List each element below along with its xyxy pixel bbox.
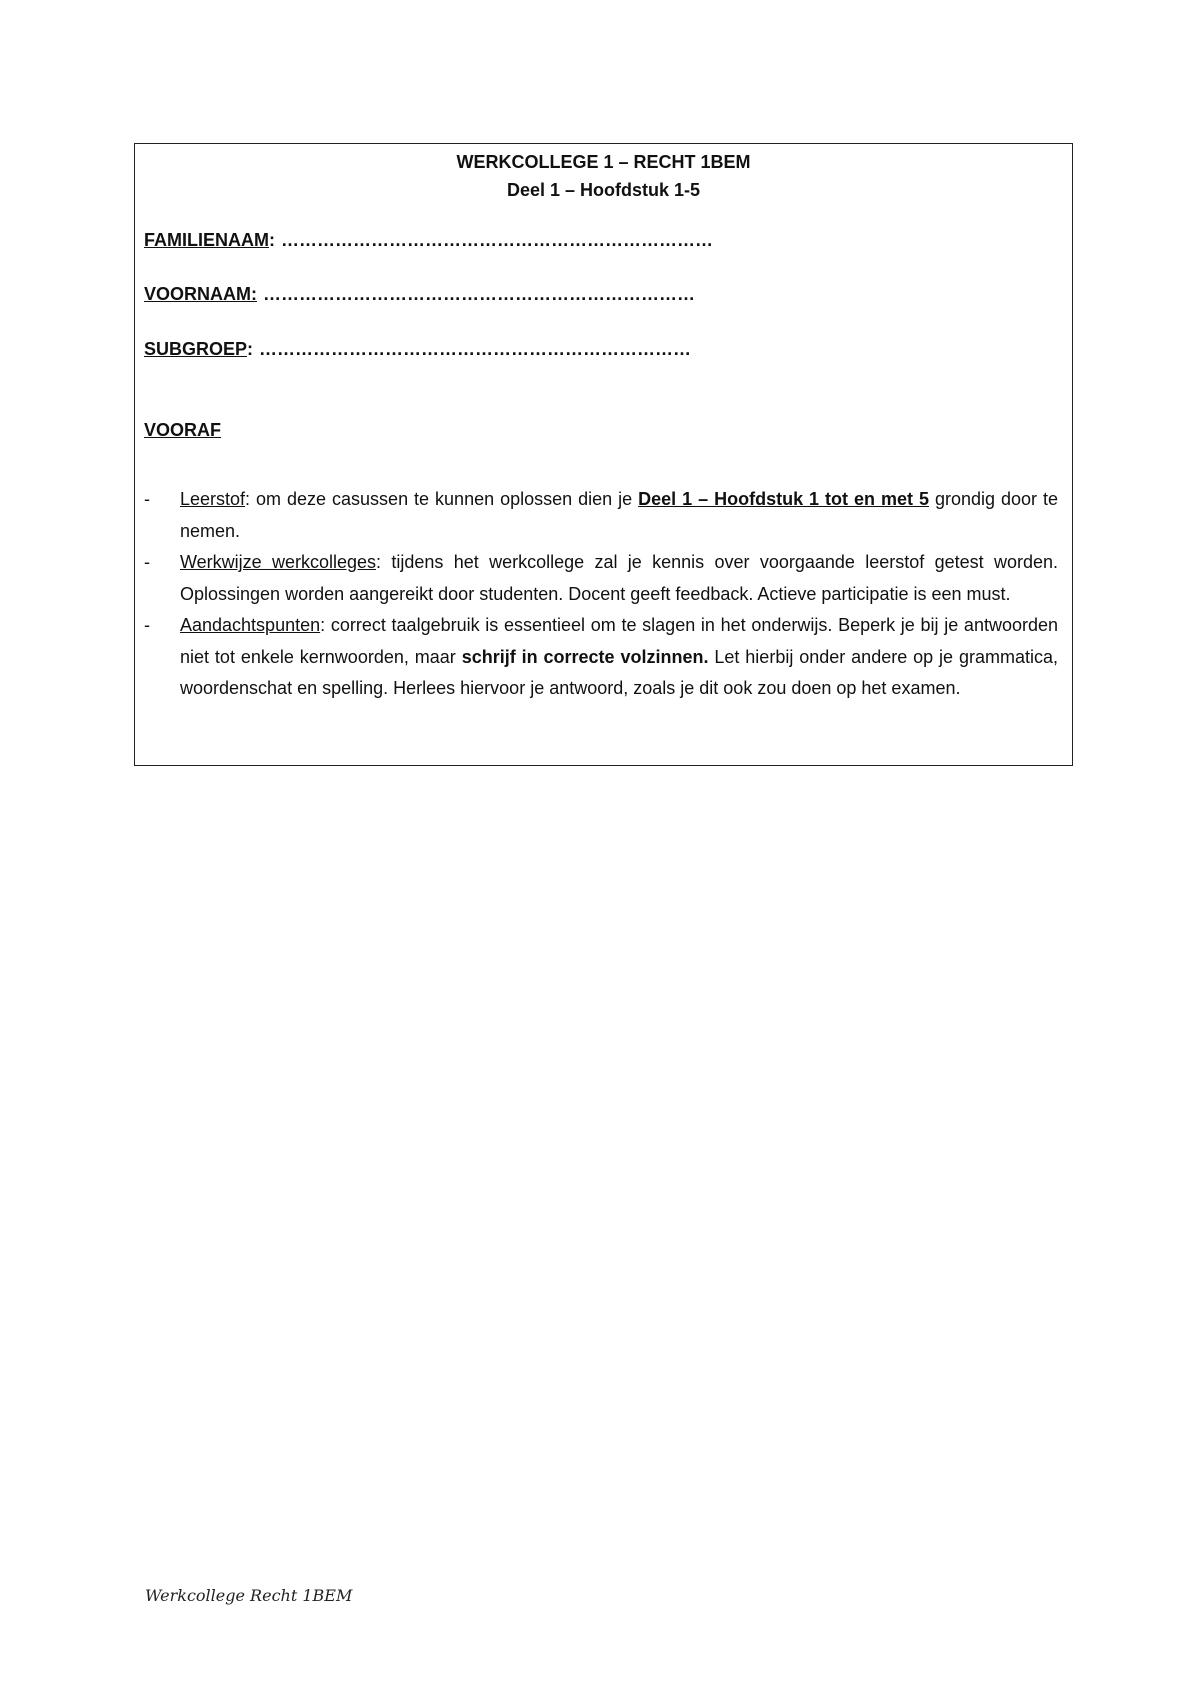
- item-colon: :: [376, 552, 382, 572]
- item-lead: Leerstof: [180, 489, 246, 509]
- familienaam-dots: ………………………………………………………………: [281, 230, 713, 250]
- subgroep-label: SUBGROEP: [144, 339, 248, 359]
- vooraf-list: [144, 484, 1058, 705]
- list-item: [144, 547, 1058, 610]
- item-lead: Werkwijze werkcolleges: [180, 552, 377, 572]
- vooraf-heading: VOORAF: [144, 420, 222, 440]
- voornaam-label: VOORNAAM:: [144, 284, 257, 304]
- document-subtitle: Deel 1 – Hoofdstuk 1-5: [506, 180, 701, 200]
- bullet-dash: -: [144, 489, 150, 509]
- item-text: grondig door te nemen.: [180, 489, 1059, 541]
- page-footer: Werkcollege Recht 1BEM: [145, 1586, 353, 1605]
- document-title: WERKCOLLEGE 1 – RECHT 1BEM: [456, 152, 751, 172]
- subgroep-colon: :: [247, 339, 254, 359]
- list-item: [144, 610, 1058, 705]
- item-text: Let hierbij onder andere op je grammatica, woordenschat en spelling. Herlees hiervoor je antwoord, zoals je dit ook zou doen op het examen.: [180, 646, 1058, 698]
- item-emphasis: Deel 1 – Hoofdstuk 1 tot en met 5: [638, 489, 929, 509]
- familienaam-colon: :: [269, 230, 275, 250]
- bullet-dash: -: [144, 615, 150, 635]
- item-colon: :: [245, 489, 251, 509]
- item-text: correct taalgebruik is essentieel om te slagen in het onderwijs. Beperk je bij je antwoorden niet tot enkele kernwoorden, maar: [180, 615, 1058, 667]
- familienaam-field: [144, 230, 713, 251]
- item-emphasis: schrijf in correcte volzinnen.: [461, 646, 709, 667]
- list-item: [144, 484, 1058, 547]
- header-box: [134, 143, 1073, 766]
- item-text: om deze casussen te kunnen oplossen dien je: [250, 489, 639, 509]
- subgroep-field: [144, 339, 691, 360]
- item-colon: :: [320, 615, 326, 635]
- item-lead: Aandachtspunten: [180, 615, 321, 635]
- item-text: tijdens het werkcollege zal je kennis over voorgaande leerstof getest worden. Oplossingen worden aangereikt door studenten. Docent geeft feedback. Actieve participatie is een must.: [180, 552, 1058, 604]
- familienaam-label: FAMILIENAAM: [144, 230, 269, 250]
- voornaam-dots: ………………………………………………………………: [263, 284, 695, 304]
- voornaam-field: [144, 284, 695, 305]
- bullet-dash: -: [144, 552, 150, 572]
- subgroep-dots: ………………………………………………………………: [259, 339, 692, 359]
